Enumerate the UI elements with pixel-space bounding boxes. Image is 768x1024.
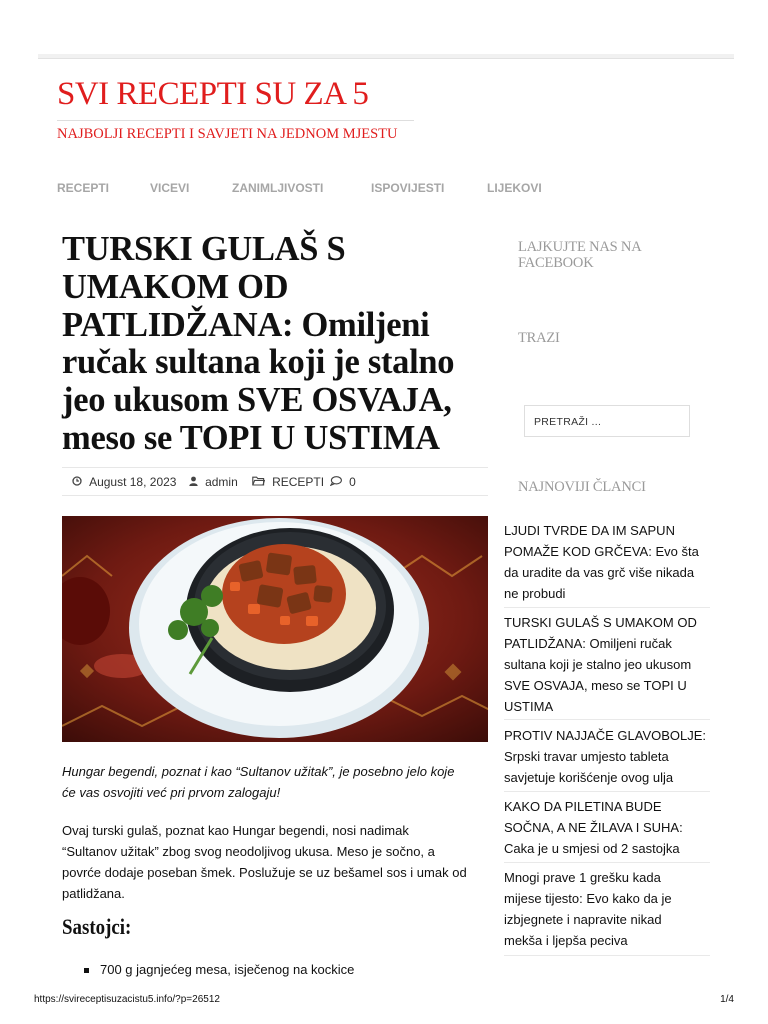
- post-featured-image: [62, 516, 488, 742]
- user-icon: [189, 477, 201, 489]
- recent-post-line: SVE OSVAJA, meso se TOPI U: [504, 678, 687, 693]
- caption-line: će vas osvojiti već pri prvom zalogaju!: [62, 785, 281, 800]
- folder-icon: [252, 477, 268, 489]
- nav-item-zanimljivosti[interactable]: ZANIMLJIVOSTI: [232, 181, 324, 195]
- recent-post-line: ne probudi: [504, 586, 566, 601]
- post-title: [62, 231, 482, 458]
- recent-post-line: LJUDI TVRDE DA IM SAPUN: [504, 523, 675, 538]
- post-title-line: ručak sultana koji je stalno: [62, 343, 455, 382]
- post-category-text: RECEPTI: [272, 475, 325, 489]
- recent-post-divider: [504, 607, 710, 608]
- nav-item-recepti[interactable]: RECEPTI: [57, 181, 110, 195]
- intro-line: “Sultanov užitak” zbog svog neodoljivog ukusa. Meso je sočno, a: [62, 844, 435, 859]
- post-title-line: UMAKOM OD: [62, 267, 289, 306]
- nav-item-ispovijesti[interactable]: ISPOVIJESTI: [371, 181, 445, 195]
- header-top-rule: [38, 54, 734, 59]
- intro-line: patlidžana.: [62, 886, 125, 901]
- recent-post-line: sultana koji je stalno jeo ukusom: [504, 657, 692, 672]
- site-title[interactable]: SVI RECEPTI SU ZA 5: [57, 76, 369, 112]
- image-caption: [62, 761, 488, 803]
- post-comments-count: 0: [349, 475, 356, 489]
- facebook-widget-title: [518, 239, 641, 271]
- recent-post-line: PROTIV NAJJAČE GLAVOBOLJE:: [504, 728, 707, 743]
- post-title-line: TURSKI GULAŠ S: [62, 230, 346, 268]
- recent-post-link[interactable]: [504, 796, 710, 859]
- recent-post-link[interactable]: [504, 725, 710, 788]
- post-title-line: jeo ukusom SVE OSVAJA,: [62, 381, 452, 420]
- ingredient-text: 700 g jagnjećeg mesa, isječenog na kockice: [100, 962, 355, 977]
- widget-title-line: LAJKUJTE NAS NA: [518, 239, 642, 255]
- recent-post-divider: [504, 719, 710, 720]
- post-meta: [62, 467, 488, 496]
- print-url: https://svireceptisuzacistu5.info/?p=26512: [34, 994, 220, 1005]
- post-comments[interactable]: [330, 475, 356, 489]
- recent-post-line: USTIMA: [504, 699, 554, 714]
- bullet-icon: [84, 968, 89, 973]
- post-author[interactable]: [189, 475, 238, 489]
- intro-line: povrće dodaje poseban šmek. Poslužuje se uz bešamel sos i umak od: [62, 865, 467, 880]
- post-category[interactable]: [252, 475, 324, 489]
- post-title-line: meso se TOPI U USTIMA: [62, 418, 440, 457]
- recent-post-line: SOČNA, A NE ŽILAVA I SUHA:: [504, 820, 683, 835]
- recent-post-link[interactable]: [504, 867, 710, 951]
- recent-post-divider: [504, 862, 710, 863]
- recent-post-divider: [504, 791, 710, 792]
- recent-post-line: Caka je u smjesi od 2 sastojka: [504, 841, 680, 856]
- recent-post-divider: [504, 955, 710, 956]
- recent-post-line: mijese tijesto: Evo kako da je: [504, 891, 672, 906]
- post-author-text: admin: [205, 475, 238, 489]
- intro-line: Ovaj turski gulaš, poznat kao Hungar begendi, nosi nadimak: [62, 823, 409, 838]
- post-title-line: PATLIDŽANA: Omiljeni: [62, 305, 430, 344]
- widget-title-line: FACEBOOK: [518, 255, 594, 271]
- recent-post-line: da uradite da vas grč više nikada: [504, 565, 695, 580]
- ingredients-heading: Sastojci:: [62, 914, 132, 939]
- recent-post-link[interactable]: [504, 612, 710, 717]
- recent-posts-title: NAJNOVIJI ČLANCI: [518, 479, 646, 495]
- post-date-text: August 18, 2023: [89, 475, 177, 489]
- post-date: [72, 475, 176, 489]
- site-tagline: NAJBOLJI RECEPTI I SAVJETI NA JEDNOM MJESTU: [57, 126, 398, 142]
- recent-post-line: mekša i ljepša peciva: [504, 933, 628, 948]
- search-widget-title: TRAZI: [518, 330, 560, 346]
- recent-post-link[interactable]: [504, 520, 710, 604]
- recent-post-line: Srpski travar umjesto tableta: [504, 749, 669, 764]
- comment-icon: [330, 477, 345, 489]
- article-intro-paragraph: [62, 820, 488, 904]
- ingredient-item: [84, 962, 354, 977]
- caption-line: Hungar begendi, poznat i kao “Sultanov užitak”, je posebno jelo koje: [62, 764, 455, 779]
- recent-post-line: TURSKI GULAŠ S UMAKOM OD: [504, 615, 697, 630]
- nav-item-lijekovi[interactable]: LIJEKOVI: [487, 181, 542, 195]
- nav-item-vicevi[interactable]: VICEVI: [150, 181, 190, 195]
- recent-post-line: KAKO DA PILETINA BUDE: [504, 799, 662, 814]
- print-page-number: 1/4: [720, 994, 734, 1005]
- recent-post-line: POMAŽE KOD GRČEVA: Evo šta: [504, 544, 699, 559]
- recent-post-line: savjetuje korišćenje ovog ulja: [504, 770, 674, 785]
- site-title-divider: [57, 120, 414, 121]
- recent-post-line: izbjegnete i napravite nikad: [504, 912, 662, 927]
- recent-post-line: PATLIDŽANA: Omiljeni ručak: [504, 636, 672, 651]
- stew-dish-illustration: [62, 516, 488, 742]
- recent-post-line: Mnogi prave 1 grešku kada: [504, 870, 661, 885]
- clock-icon: [72, 477, 85, 489]
- search-input[interactable]: PRETRAŽI ...: [524, 405, 690, 437]
